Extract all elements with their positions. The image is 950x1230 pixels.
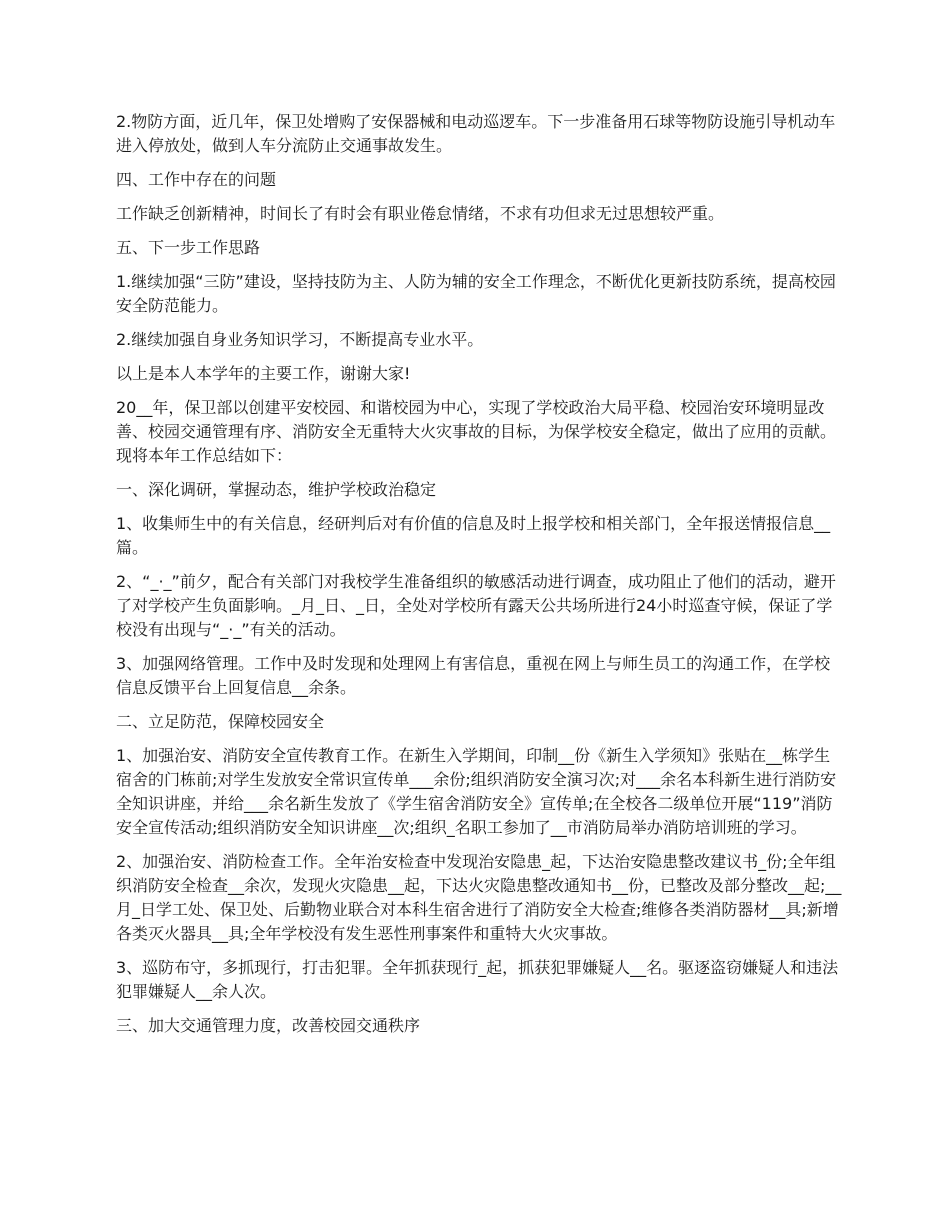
section-heading-political-stability: 一、深化调研，掌握动态，维护学校政治稳定 [116, 480, 437, 499]
paragraph-network-management: 3、加强网络管理。工作中及时发现和处理网上有害信息，重视在网上与师生员工的沟通工作，在学校信息反馈平台上回复信息__余条。 [116, 654, 831, 697]
section-heading-problems: 四、工作中存在的问题 [116, 170, 277, 189]
paragraph-next-step-2: 2.继续加强自身业务知识学习，不断提高专业水平。 [116, 330, 484, 349]
document-body [116, 110, 842, 1038]
paragraph-closing: 以上是本人本学年的主要工作，谢谢大家! [116, 364, 411, 383]
paragraph-safety-education: 1、加强治安、消防安全宣传教育工作。在新生入学期间，印制__份《新生入学须知》张贴在__栋学生宿舍的门栋前;对学生发放安全常识宣传单___余份;组织消防安全演习次;对___余名本科新生进行消防安全知识讲座，并给___余名新生发放了《学生宿舍消防安全》宣传单;在全校各二级单位开展“119”消防安全宣传活动;组织消防安全知识讲座__次;组织_名职工参加了__市消防局举办消防培训班的学习。 [116, 746, 837, 837]
paragraph-problems: 工作缺乏创新精神，时间长了有时会有职业倦怠情绪，不求有功但求无过思想较严重。 [116, 204, 725, 223]
paragraph-next-step-1: 1.继续加强“三防”建设，坚持技防为主、人防为辅的安全工作理念，不断优化更新技防系统，提高校园安全防范能力。 [116, 272, 836, 315]
paragraph-info-collection: 1、收集师生中的有关信息，经研判后对有价值的信息及时上报学校和相关部门，全年报送情报信息__篇。 [116, 514, 831, 557]
section-heading-campus-safety: 二、立足防范，保障校园安全 [116, 712, 325, 731]
paragraph-safety-inspection: 2、加强治安、消防检查工作。全年治安检查中发现治安隐患_起，下达治安隐患整改建议书_份;全年组织消防安全检查__余次，发现火灾隐患__起，下达火灾隐患整改通知书__份，已整改及部分整改__起;__月_日学工处、保卫处、后勤物业联合对本科生宿舍进行了消防安全大检查;维修各类消防器材__具;新增各类灭火器具__具;全年学校没有发生恶性刑事案件和重特大火灾事故。 [116, 852, 842, 943]
paragraph-physical-defense: 2.物防方面，近几年，保卫处增购了安保器械和电动巡逻车。下一步准备用石球等物防设施引导机动车进入停放处，做到人车分流防止交通事故发生。 [116, 112, 836, 155]
section-heading-traffic: 三、加大交通管理力度，改善校园交通秩序 [116, 1016, 421, 1035]
paragraph-annual-intro: 20__年，保卫部以创建平安校园、和谐校园为中心，实现了学校政治大局平稳、校园治安环境明显改善、校园交通管理有序、消防安全无重特大火灾事故的目标，为保学校安全稳定，做出了应用的贡献。现将本年工作总结如下： [116, 398, 837, 465]
paragraph-sensitive-activities: 2、“_·_”前夕，配合有关部门对我校学生准备组织的敏感活动进行调查，成功阻止了他们的活动，避开了对学校产生负面影响。_月_日、_日，全处对学校所有露天公共场所进行24小时巡查守候，保证了学校没有出现与“_·_”有关的活动。 [116, 572, 836, 639]
paragraph-patrol: 3、巡防布守，多抓现行，打击犯罪。全年抓获现行_起，抓获犯罪嫌疑人__名。驱逐盗窃嫌疑人和违法犯罪嫌疑人__余人次。 [116, 958, 839, 1001]
section-heading-next-steps: 五、下一步工作思路 [116, 238, 261, 257]
